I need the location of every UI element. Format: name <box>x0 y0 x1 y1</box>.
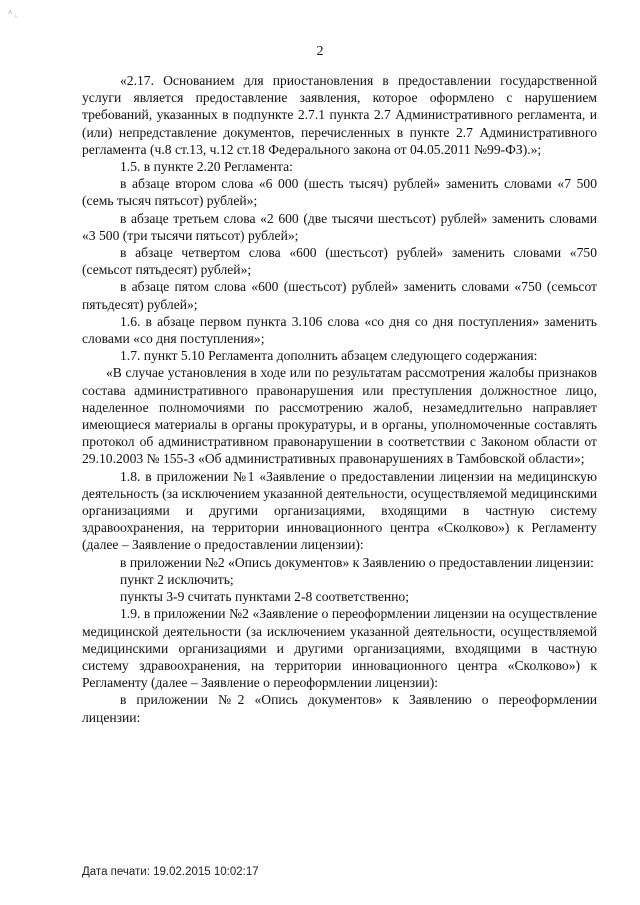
paragraph-appendix-2-inventory: в приложении №2 «Опись документов» к Заявлению о предоставлении лицензии: <box>120 554 594 570</box>
paragraph-third-abzac: в абзаце третьем слова «2 600 (две тысячи шестьсот) рублей» заменить словами «3 500 (три тысячи пятьсот) рублей»; <box>82 210 597 243</box>
paragraph-5-10-addition: «В случае установления в ходе или по результатам рассмотрения жалобы признаков состава административного правонарушения или преступления должностное лицо, наделенное полномочиями по рассмотрению жалоб, незамедлительно направляет имеющиеся материалы в органы прокуратуры, и в органы, уполномоченные составлять протокол об административном правонарушении в соответствии с Законом области от 29.10.2003 № 155-З «Об административных правонарушениях в Тамбовской области»; <box>82 365 597 467</box>
paragraph-1-8: 1.8. в приложении №1 «Заявление о предоставлении лицензии на медицинскую деятельность (за исключением указанной деятельности, осуществляемой медицинскими организациями и другими организациями, входящими в частную систему здравоохранения, на территории инновационного центра «Сколково») к Регламенту (далее – Заявление о предоставлении лицензии): <box>82 468 597 553</box>
scan-mark: ˄ ˏ <box>8 8 18 17</box>
paragraph-2-17: «2.17. Основанием для приостановления в предоставлении государственной услуги является предоставление заявления, которое оформлено с нарушением требований, указанных в подпункте 2.7.1 пункта 2.7 Административного регламента, и (или) непредставление документов, перечисленных в пункте 2.7 Административного регламента (ч.8 ст.13, ч.12 ст.18 Федерального закона от 04.05.2011 №99-ФЗ).»; <box>82 73 597 157</box>
document-body <box>82 72 597 726</box>
print-date: Дата печати: 19.02.2015 10:02:17 <box>82 866 259 878</box>
paragraph-1-7: 1.7. пункт 5.10 Регламента дополнить абзацем следующего содержания: <box>120 348 538 364</box>
paragraph-fourth-abzac: в абзаце четвертом слова «600 (шестьсот) рублей» заменить словами «750 (семьсот пятьдесят) рублей»; <box>82 245 597 278</box>
page-number: 2 <box>316 44 324 59</box>
paragraph-second-abzac: в абзаце втором слова «6 000 (шесть тысяч) рублей» заменить словами «7 500 (семь тысяч пятьсот) рублей»; <box>82 176 597 209</box>
paragraph-items-renumber: пункты 3-9 считать пунктами 2-8 соответственно; <box>120 589 410 605</box>
paragraph-fifth-abzac: в абзаце пятом слова «600 (шестьсот) рублей» заменить словами «750 (семьсот пятьдесят) рублей»; <box>82 279 597 312</box>
paragraph-1-5: 1.5. в пункте 2.20 Регламента: <box>120 159 293 175</box>
paragraph-appendix-2-reissue: в приложении №2 «Опись документов» к Заявлению о переоформлении лицензии: <box>82 692 597 725</box>
paragraph-1-9: 1.9. в приложении №2 «Заявление о переоформлении лицензии на осуществление медицинской деятельности (за исключением указанной деятельности, осуществляемой медицинскими организациями и другими организациями, входящими в частную систему здравоохранения, на территории инновационного центра «Сколково») к Регламенту (далее – Заявление о переоформлении лицензии): <box>82 606 597 691</box>
paragraph-item-2-exclude: пункт 2 исключить; <box>120 571 234 587</box>
paragraph-1-6: 1.6. в абзаце первом пункта 3.106 слова «со дня со дня поступления» заменить словами «со дня поступления»; <box>82 313 597 347</box>
